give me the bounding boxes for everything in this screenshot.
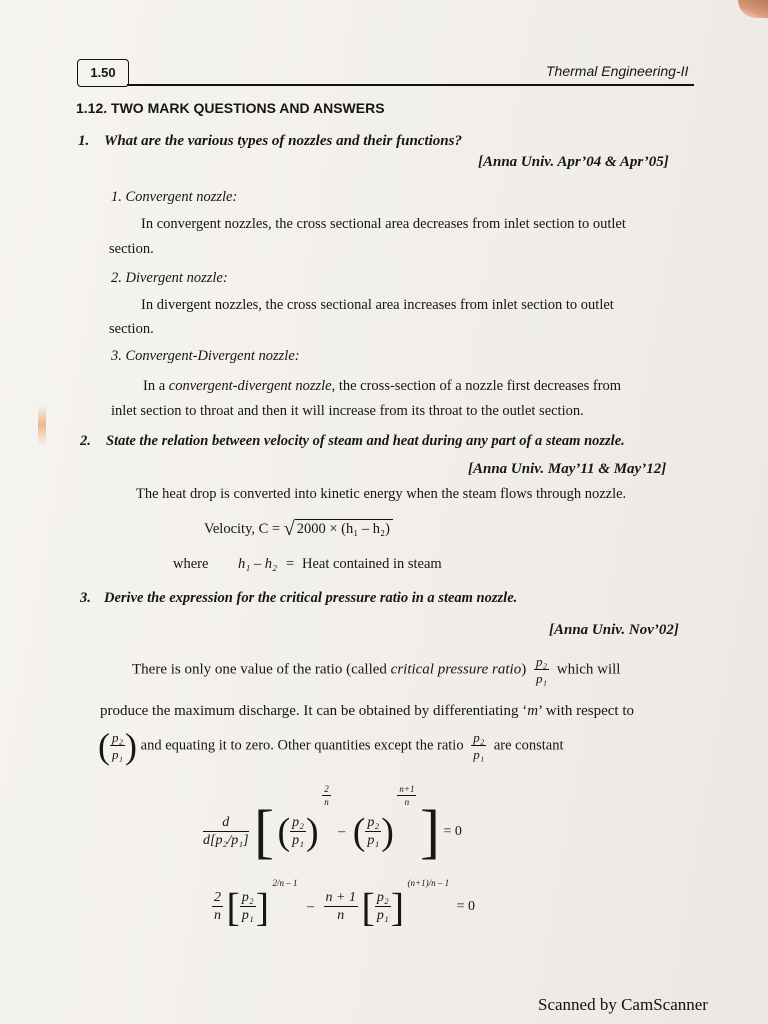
q3-para2: produce the maximum discharge. It can be obtained by differentiating ‘m’ with respect to xyxy=(100,703,635,719)
equation-1: $\frac{d}{\text{d[p₂/p₁]}}$ [ ( $\frac{\text{p₂}}{\text{p₁}}$ ) $\frac{2}{n}$ – ( $\frac{\text{p₂}}{\text{p₁}}$ ) $\frac{n+1}{n}$ ] = 0 xyxy=(203,784,462,865)
velocity-label: Velocity, C = xyxy=(204,521,281,537)
velocity-radicand: 2000 × (h₁ – h₂) xyxy=(295,519,393,537)
header-rule xyxy=(127,84,694,86)
book-title: Thermal Engineering-II xyxy=(546,63,689,79)
q3-para1: There is only one value of the ratio (called critical pressure ratio) $\frac{\text{p₂}}{\text{p₁}}$ which will xyxy=(132,654,621,686)
q2-answer: The heat drop is converted into kinetic energy when the steam flows through nozzle. xyxy=(136,486,627,502)
q2-question: State the relation between velocity of steam and heat during any part of a steam nozzle. xyxy=(106,433,625,449)
q2-source: [Anna Univ. May’11 & May’12] xyxy=(468,461,667,477)
q1-source: [Anna Univ. Apr’04 & Apr’05] xyxy=(478,154,669,170)
q3-question: Derive the expression for the critical pressure ratio in a steam nozzle. xyxy=(104,590,518,606)
q1-item3-line1: In a convergent-divergent nozzle, the cross-section of a nozzle first decreases from xyxy=(143,378,622,394)
q1-item2-line1: In divergent nozzles, the cross sectional area increases from inlet section to outlet xyxy=(141,297,614,313)
q2-number: 2. xyxy=(80,433,91,449)
where-label: where xyxy=(173,556,209,572)
q1-item3-line2: inlet section to throat and then it will increase from its throat to the outlet section. xyxy=(111,403,584,419)
page-corner-shadow xyxy=(738,0,768,18)
q1-item1-title: 1. Convergent nozzle: xyxy=(111,189,238,205)
q1-question: What are the various types of nozzles and their functions? xyxy=(104,133,462,149)
where-eq: = xyxy=(286,556,295,572)
page-number: 1.50 xyxy=(77,59,129,87)
equation-2: $\frac{2}{n}$ [ $\frac{\text{p₂}}{\text{p₁}}$ ] $^{2/n - 1}$ – $\frac{n + 1}{n}$ [ $\frac{\text{p₂}}{\text{p₁}}$ ] $^{(n+1)/n - 1}$ = 0 xyxy=(214,878,476,930)
ratio-fraction: $\frac{\text{p₂}}{\text{p₁}}$ xyxy=(535,654,547,686)
q1-number: 1. xyxy=(78,133,90,149)
ratio-fraction-paren: $\frac{\text{p₂}}{\text{p₁}}$ xyxy=(112,730,124,762)
q1-item1-line1: In convergent nozzles, the cross sectional area decreases from inlet section to outlet xyxy=(141,216,626,232)
where-lhs: h₁ – h₂ xyxy=(238,556,278,572)
q1-item1-line2: section. xyxy=(109,241,154,257)
q1-item2-title: 2. Divergent nozzle: xyxy=(111,270,228,286)
q1-item3-title: 3. Convergent-Divergent nozzle: xyxy=(111,348,300,364)
ratio-fraction-2: $\frac{\text{p₂}}{\text{p₁}}$ xyxy=(473,730,485,762)
q1-item2-line2: section. xyxy=(109,321,154,337)
where-rhs: Heat contained in steam xyxy=(302,556,442,572)
velocity-equation: Velocity, C = √ 2000 × (h₁ – h₂) xyxy=(204,518,393,541)
q3-para3: ( $\frac{\text{p₂}}{\text{p₁}}$ ) and equating it to zero. Other quantities except the ratio $\frac{\text{p₂}}{\text{p₁}}$ are constant xyxy=(98,726,564,766)
page-stain xyxy=(38,405,46,445)
scanner-watermark: Scanned by CamScanner xyxy=(538,995,708,1014)
section-heading: 1.12. TWO MARK QUESTIONS AND ANSWERS xyxy=(76,100,385,116)
q3-number: 3. xyxy=(80,590,91,606)
q3-source: [Anna Univ. Nov’02] xyxy=(549,622,679,638)
